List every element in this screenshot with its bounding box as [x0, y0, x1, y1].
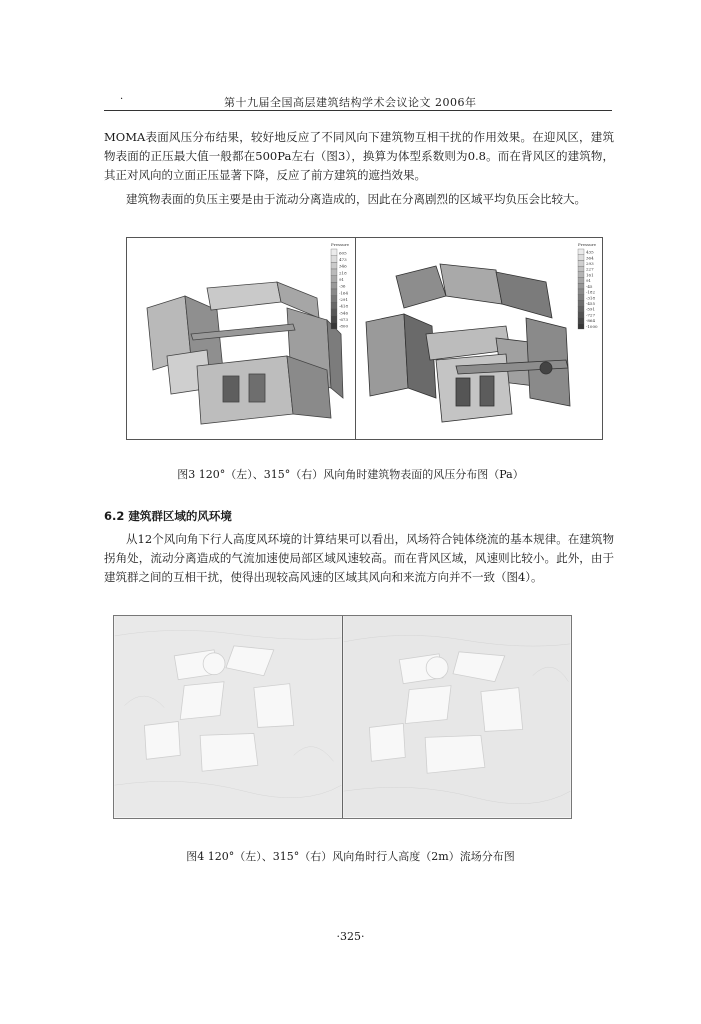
- figure-3-right-legend-swatch: [578, 295, 584, 301]
- figure-3-right-legend-label: -864: [586, 318, 595, 324]
- figure-3-left-legend-swatch: [331, 262, 337, 269]
- figure-3-right-legend-label: -318: [586, 295, 595, 301]
- figure-3-right-legend-label: -591: [586, 306, 595, 312]
- page-number: ·325·: [336, 930, 365, 943]
- figure-3-left-legend-label: -418: [339, 303, 348, 309]
- figure-3-left-panel: [127, 238, 355, 439]
- paragraph-2: 建筑物表面的负压主要是由于流动分离造成的，因此在分离剧烈的区域平均负压会比较大。: [126, 192, 586, 206]
- figure-3-left-legend-swatch: [331, 269, 337, 276]
- figure-3-right-legend-label: 227: [586, 266, 594, 272]
- figure-3-right-legend-label: 161: [586, 272, 594, 278]
- figure-3-left-legend-label: -291: [339, 297, 348, 302]
- figure-4-left-panel: [114, 616, 342, 817]
- figure-3-right-legend-swatch: [578, 289, 584, 295]
- figure-3-left-legend: [331, 242, 350, 329]
- figure-4: [113, 615, 572, 819]
- figure-3-left-legend-label: 605: [339, 250, 347, 256]
- header-title: 第十九届全国高层建筑结构学术会议论文 2006年: [224, 96, 477, 109]
- figure-3-right-legend-label: -455: [586, 301, 595, 306]
- figure-3-right-panel: [356, 238, 602, 439]
- figure-3-caption: 图3 120°（左）、315°（右）风向角时建筑物表面的风压分布图（Pa）: [177, 468, 524, 481]
- section-heading: 6.2 建筑群区域的风环境: [104, 509, 232, 523]
- figure-3-right-legend-swatch: [578, 306, 584, 312]
- figure-3-left-legend-swatch: [331, 322, 337, 329]
- figure-3-left-legend-label: -800: [339, 323, 348, 329]
- figure-3-left-legend-label: -546: [339, 310, 348, 316]
- figure-3-right-legend-label: 435: [586, 249, 594, 255]
- figure-3-left-legend-label: 218: [339, 270, 347, 276]
- figure-3-right-legend-label: 91: [586, 278, 592, 284]
- figure-4-right-panel: [343, 616, 571, 817]
- figure-3-left-legend-label: 473: [339, 257, 347, 262]
- figure-3-left-legend-title: Pressure: [331, 242, 349, 247]
- figure-3-right-legend-swatch: [578, 323, 584, 329]
- figure-3-left-legend-swatch: [331, 249, 337, 256]
- figure-3-right-legend-swatch: [578, 266, 584, 272]
- figure-3: [126, 237, 603, 440]
- header-marker: ·: [120, 94, 124, 105]
- figure-3-right-legend-swatch: [578, 283, 584, 289]
- figure-3-left-legend-label: 91: [339, 277, 345, 282]
- figure-3-left-legend-swatch: [331, 282, 337, 289]
- figure-3-left-legend-label: -36: [339, 283, 346, 289]
- figure-3-left-legend-swatch: [331, 302, 337, 309]
- figure-3-right-legend-swatch: [578, 260, 584, 266]
- figure-3-right-legend-label: 293: [586, 261, 594, 266]
- figure-3-right-legend-swatch: [578, 255, 584, 261]
- figure-3-right-legend-label: -727: [586, 312, 595, 318]
- figure-3-right-legend-swatch: [578, 312, 584, 318]
- figure-3-left-legend-swatch: [331, 316, 337, 323]
- figure-3-right-legend-label: -45: [586, 283, 593, 289]
- figure-3-right-legend-title: Pressure: [578, 242, 596, 247]
- figure-3-left-legend-label: -673: [339, 317, 348, 322]
- figure-3-right-legend-label: -182: [586, 289, 595, 295]
- figure-3-left-legend-label: 346: [339, 263, 347, 269]
- figure-3-left-legend-label: -164: [339, 290, 348, 296]
- figure-3-right-legend-swatch: [578, 249, 584, 255]
- figure-3-right-legend-swatch: [578, 278, 584, 284]
- figure-3-left-legend-swatch: [331, 256, 337, 263]
- figure-3-left-legend-swatch: [331, 276, 337, 283]
- figure-3-left-legend-swatch: [331, 296, 337, 303]
- figure-3-right-legend-swatch: [578, 272, 584, 278]
- figure-3-right-legend-label: -1000: [586, 323, 598, 329]
- figure-3-right-legend: [578, 242, 598, 329]
- running-header: [104, 92, 612, 111]
- figure-3-left-legend-swatch: [331, 289, 337, 296]
- figure-3-right-legend-swatch: [578, 318, 584, 324]
- figure-3-right-legend-label: 364: [586, 255, 594, 261]
- figure-3-left-legend-swatch: [331, 309, 337, 316]
- figure-3-right-legend-swatch: [578, 300, 584, 306]
- paragraph-3: 从12个风向角下行人高度风环境的计算结果可以看出，风场符合钝体绕流的基本规律。在建筑物拐角处，流动分离造成的气流加速使局部区域风速较高。而在背风区域，风速则比较小。此外，由于建筑群之间的互相干扰，使得出现较高风速的区域其风向和来流方向并不一致（图4）。: [104, 532, 614, 584]
- paragraph-1: MOMA表面风压分布结果，较好地反应了不同风向下建筑物互相干扰的作用效果。在迎风区，建筑物表面的正压最大值一般都在500Pa左右（图3），换算为体型系数则为0.8。而在背风区的建筑物，其正对风向的立面正压显著下降，反应了前方建筑的遮挡效果。: [104, 130, 614, 182]
- figure-4-caption: 图4 120°（左）、315°（右）风向角时行人高度（2m）流场分布图: [186, 850, 515, 863]
